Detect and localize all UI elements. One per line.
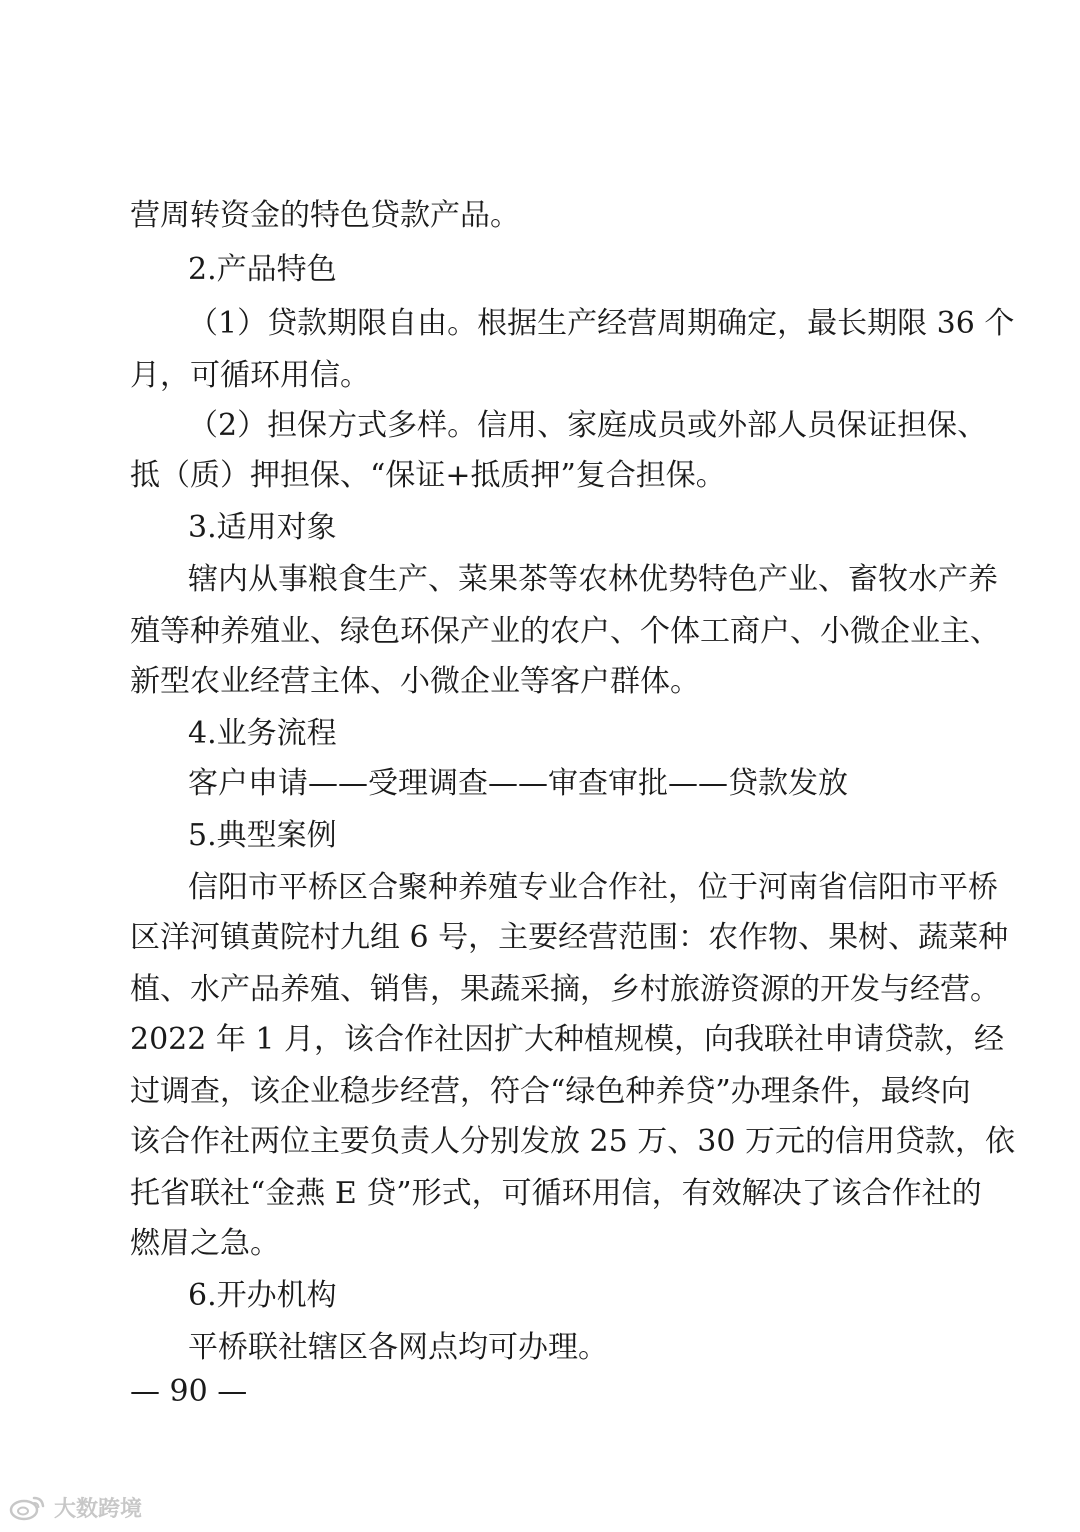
text-line: 该合作社两位主要负责人分别发放 25 万、30 万元的信用贷款，依 [130,1124,1015,1159]
text-line: 月，可循环用信。 [130,358,370,393]
watermark [8,1490,142,1524]
text-line: 2022 年 1 月，该合作社因扩大种植规模，向我联社申请贷款，经 [130,1022,1005,1057]
section-heading: 6.开办机构 [188,1278,337,1313]
text-line: 平桥联社辖区各网点均可办理。 [188,1330,608,1365]
text-line: 客户申请——受理调查——审查审批——贷款发放 [188,766,848,801]
weibo-logo-icon [8,1492,48,1522]
section-heading: 5.典型案例 [188,818,337,853]
text-line: 过调查，该企业稳步经营，符合“绿色种养贷”办理条件，最终向 [130,1074,971,1109]
section-heading: 3.适用对象 [188,510,337,545]
text-line: 殖等种养殖业、绿色环保产业的农户、个体工商户、小微企业主、 [130,614,1000,649]
section-heading: 2.产品特色 [188,252,337,287]
text-line: （1）贷款期限自由。根据生产经营周期确定，最长期限 36 个 [188,306,1015,341]
text-line: 托省联社“金燕 E 贷”形式，可循环用信，有效解决了该合作社的 [130,1176,982,1211]
text-line: 抵（质）押担保、“保证+抵质押”复合担保。 [130,458,726,493]
text-line: 营周转资金的特色贷款产品。 [130,198,520,233]
text-line: 区洋河镇黄院村九组 6 号，主要经营范围：农作物、果树、蔬菜种 [130,920,1009,955]
text-line: 燃眉之急。 [130,1226,280,1261]
section-heading: 4.业务流程 [188,716,337,751]
text-line: 植、水产品养殖、销售，果蔬采摘，乡村旅游资源的开发与经营。 [130,972,1000,1007]
text-line: 辖内从事粮食生产、菜果茶等农林优势特色产业、畜牧水产养 [188,562,998,597]
page-number: — 90 — [130,1374,248,1409]
watermark-text: 大数跨境 [54,1496,143,1522]
text-line: 新型农业经营主体、小微企业等客户群体。 [130,664,700,699]
text-line: 信阳市平桥区合聚种养殖专业合作社，位于河南省信阳市平桥 [188,870,998,905]
text-line: （2）担保方式多样。信用、家庭成员或外部人员保证担保、 [188,408,988,443]
